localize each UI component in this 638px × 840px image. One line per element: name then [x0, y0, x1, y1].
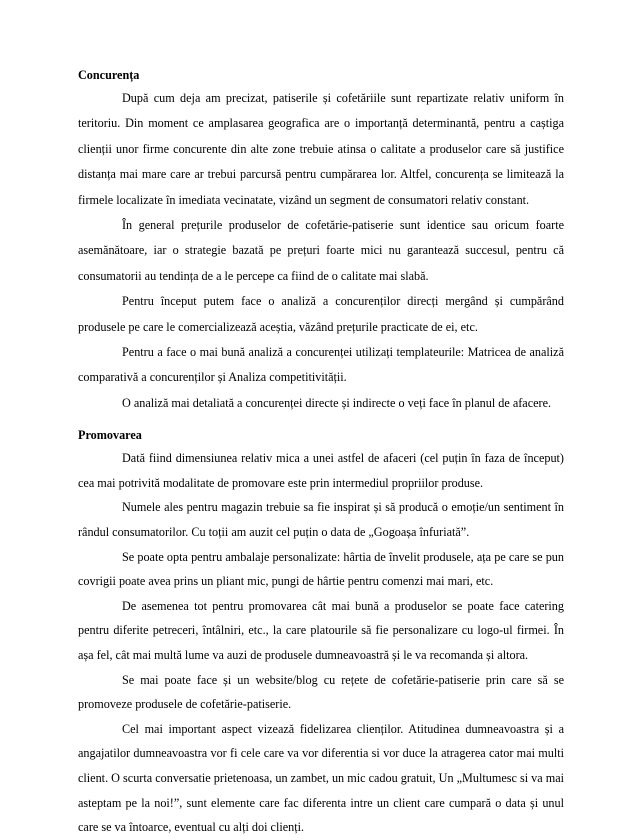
paragraph: Numele ales pentru magazin trebuie sa fie inspirat și să producă o emoție/un sentiment în rândul consumatorilor. Cu toții am auzit cel puțin o data de „Gogoașa înfuriată”. — [78, 500, 564, 540]
section-heading-promovarea: Promovarea — [78, 428, 142, 443]
section-heading-concurenta: Concurența — [78, 68, 140, 82]
paragraph: Pentru început putem face o analiză a concurenților direcți mergând și cumpărând produsele pe care le comercializează aceștia, văzând prețurile practicate de ei, etc. — [78, 294, 564, 334]
paragraph: O analiză mai detaliată a concurenței directe și indirecte o veți face în planul de afacere. — [122, 395, 552, 410]
paragraph: Se mai poate face și un website/blog cu rețete de cofetărie-patiserie prin care să se promoveze produsele de cofetărie-patiserie. — [78, 672, 564, 712]
paragraph: Pentru a face o mai bună analiză a concurenței utilizați templateurile: Matricea de analiză comparativă a concurenților și Analiza competitivității. — [78, 345, 564, 385]
paragraph: Se poate opta pentru ambalaje personalizate: hârtia de învelit produsele, ața pe care se pun covrigii poate avea prins un pliant mic, pungi de hârtie pentru comenzi mai mari, etc. — [78, 549, 564, 589]
paragraph: În general prețurile produselor de cofetărie-patiserie sunt identice sau oricum foarte asemănătoare, iar o strategie bazată pe prețuri foarte mici nu garantează succesul, pentru că consumatorii au tendința de a le percepe ca fiind de o calitate mai slabă. — [78, 218, 564, 283]
paragraph: De asemenea tot pentru promovarea cât mai bună a produselor se poate face catering pentru diferite petreceri, întâlniri, etc., la care platourile să fie personalizare cu logo-ul firmei. În așa fel, cât mai multă lume va auzi de produsele dumneavoastră și le va recomanda și altora. — [78, 598, 564, 663]
paragraph: Dată fiind dimensiunea relativ mica a unei astfel de afaceri (cel puțin în faza de început) cea mai potrivită modalitate de promovare este prin intermediul propriilor produse. — [78, 451, 564, 490]
paragraph: După cum deja am precizat, patiserile și cofetăriile sunt repartizate relativ uniform în teritoriu. Din moment ce amplasarea geografica are o importanță determinantă, pentru a caștiga clienții unor firme concurente din alte zone trebuie atinsa o calitate a produselor care să justifice distanța mai mare care ar trebui parcursă pentru cumpărarea lor. Altfel, concurența se limitează la firmele localizate în imediata vecinatate, vizând un segment de consumatori relativ constant. — [78, 91, 564, 207]
paragraph: Cel mai important aspect vizează fidelizarea clienților. Atitudinea dumneavoastra și a angajatilor dumneavoastra vor fi cele care va vor diferentia si vor duce la atragerea cator mai multi client. O scurta conversatie prietenoasa, un zambet, un mic cadou gratuit, Un „Multumesc si va mai asteptam pe la noi!”, sunt elemente care fac diferenta intre un client care cumpară o data și unul care se va întoarce, eventual cu alți doi clienți. — [78, 721, 564, 835]
document-page — [78, 64, 564, 840]
